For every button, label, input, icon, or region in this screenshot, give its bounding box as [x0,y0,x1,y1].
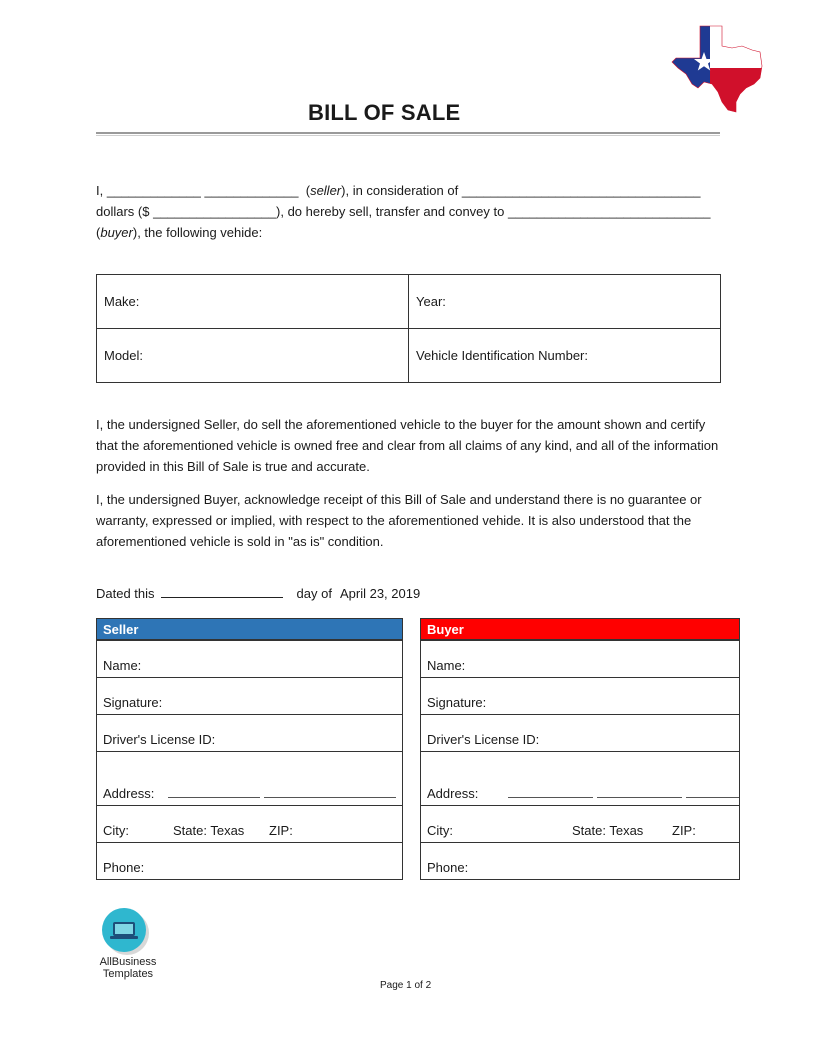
intro-line-1 [96,180,720,201]
buyer-city-state-zip-field[interactable] [421,805,739,842]
dated-prefix: Dated this [96,586,155,601]
allbusiness-templates-logo [96,908,160,980]
buyer-address-field[interactable] [421,751,739,805]
address-line [686,797,739,798]
seller-name-field[interactable] [97,640,402,677]
buyer-name-field[interactable] [421,640,739,677]
laptop-icon [102,908,146,952]
buyer-term: buyer [100,225,133,240]
seller-certification-paragraph: I, the undersigned Seller, do sell the aforementioned vehicle to the buyer for the amount shown and certify that the aforementioned vehicle is owned free and clear from all claims of any kind, and all of the information provided in this Bill of Sale is true and accurate. [96,417,719,474]
buyer-license-label: Driver's License ID: [427,732,540,747]
year-field[interactable]: Year: [409,275,721,329]
buyer-address-label: Address: [427,786,479,801]
buyer-name-label: Name: [427,658,466,673]
date-value: April 23, 2019 [339,586,421,601]
dated-line [96,584,420,601]
seller-name-label: Name: [103,658,142,673]
buyer-license-field[interactable] [421,714,739,751]
buyer-heading: Buyer [421,619,739,640]
day-of-text: day of [296,586,332,601]
texas-flag-map-icon [670,22,766,114]
buyer-zip-label: ZIP: [672,823,696,838]
make-field[interactable]: Make: [97,275,409,329]
seller-address-field[interactable] [97,751,402,805]
buyer-phone-field[interactable] [421,842,739,879]
dollar-amount-blank[interactable]: _________________ [153,204,277,219]
buyer-acknowledgement-paragraph: I, the undersigned Buyer, acknowledge receipt of this Bill of Sale and understand there is no guarantee or warranty, expressed or implied, with respect to the aforementioned vehide. It is also understood that the aforementioned vehicle is sold in "as is" condition. [96,492,702,549]
buyer-section [420,618,740,880]
seller-phone-field[interactable] [97,842,402,879]
seller-signature-label: Signature: [103,695,163,710]
convey-text: ), do hereby sell, transfer and convey to [276,204,505,219]
consideration-text: ), in consideration of [341,183,459,198]
buyer-state-label: State: Texas [572,823,644,838]
seller-license-label: Driver's License ID: [103,732,216,747]
following-vehicle-text: ), the following vehide: [132,225,263,240]
buyer-signature-label: Signature: [427,695,487,710]
seller-state-label: State: Texas [173,823,245,838]
seller-paren-open: ( [305,183,311,198]
buyer-phone-label: Phone: [427,860,469,875]
intro-paragraph [96,180,720,243]
seller-city-label: City: [103,823,129,838]
seller-last-name-blank[interactable]: _____________ [204,183,299,198]
intro-i: I, [96,183,104,198]
vin-field[interactable]: Vehicle Identification Number: [409,329,721,383]
seller-section [96,618,403,880]
day-blank[interactable] [161,584,283,598]
buyer-name-blank[interactable]: ____________________________ [508,204,711,219]
address-line [597,797,682,798]
buyer-signature-field[interactable] [421,677,739,714]
seller-phone-label: Phone: [103,860,145,875]
seller-heading: Seller [97,619,402,640]
seller-signature-field[interactable] [97,677,402,714]
intro-line-3 [96,222,720,243]
brand-line-2: Templates [102,968,154,980]
model-field[interactable]: Model: [97,329,409,383]
amount-words-blank[interactable]: _________________________________ [461,183,701,198]
title-divider [96,132,720,136]
seller-license-field[interactable] [97,714,402,751]
dollars-text: dollars ($ [96,204,150,219]
page-number: Page 1 of 2 [380,980,432,991]
seller-address-label: Address: [103,786,155,801]
brand-line-1: AllBusiness [99,956,157,968]
vehicle-details-table [96,274,721,383]
address-line [508,797,593,798]
buyer-city-label: City: [427,823,453,838]
document-title: BILL OF SALE [308,100,461,125]
seller-term: seller [310,183,342,198]
seller-first-name-blank[interactable]: _____________ [106,183,201,198]
buyer-paren-open: ( [96,225,101,240]
address-line [168,797,260,798]
table-row [97,275,721,329]
address-line [264,797,396,798]
table-row [97,329,721,383]
seller-city-state-zip-field[interactable] [97,805,402,842]
seller-zip-label: ZIP: [269,823,293,838]
intro-line-2 [96,201,720,222]
